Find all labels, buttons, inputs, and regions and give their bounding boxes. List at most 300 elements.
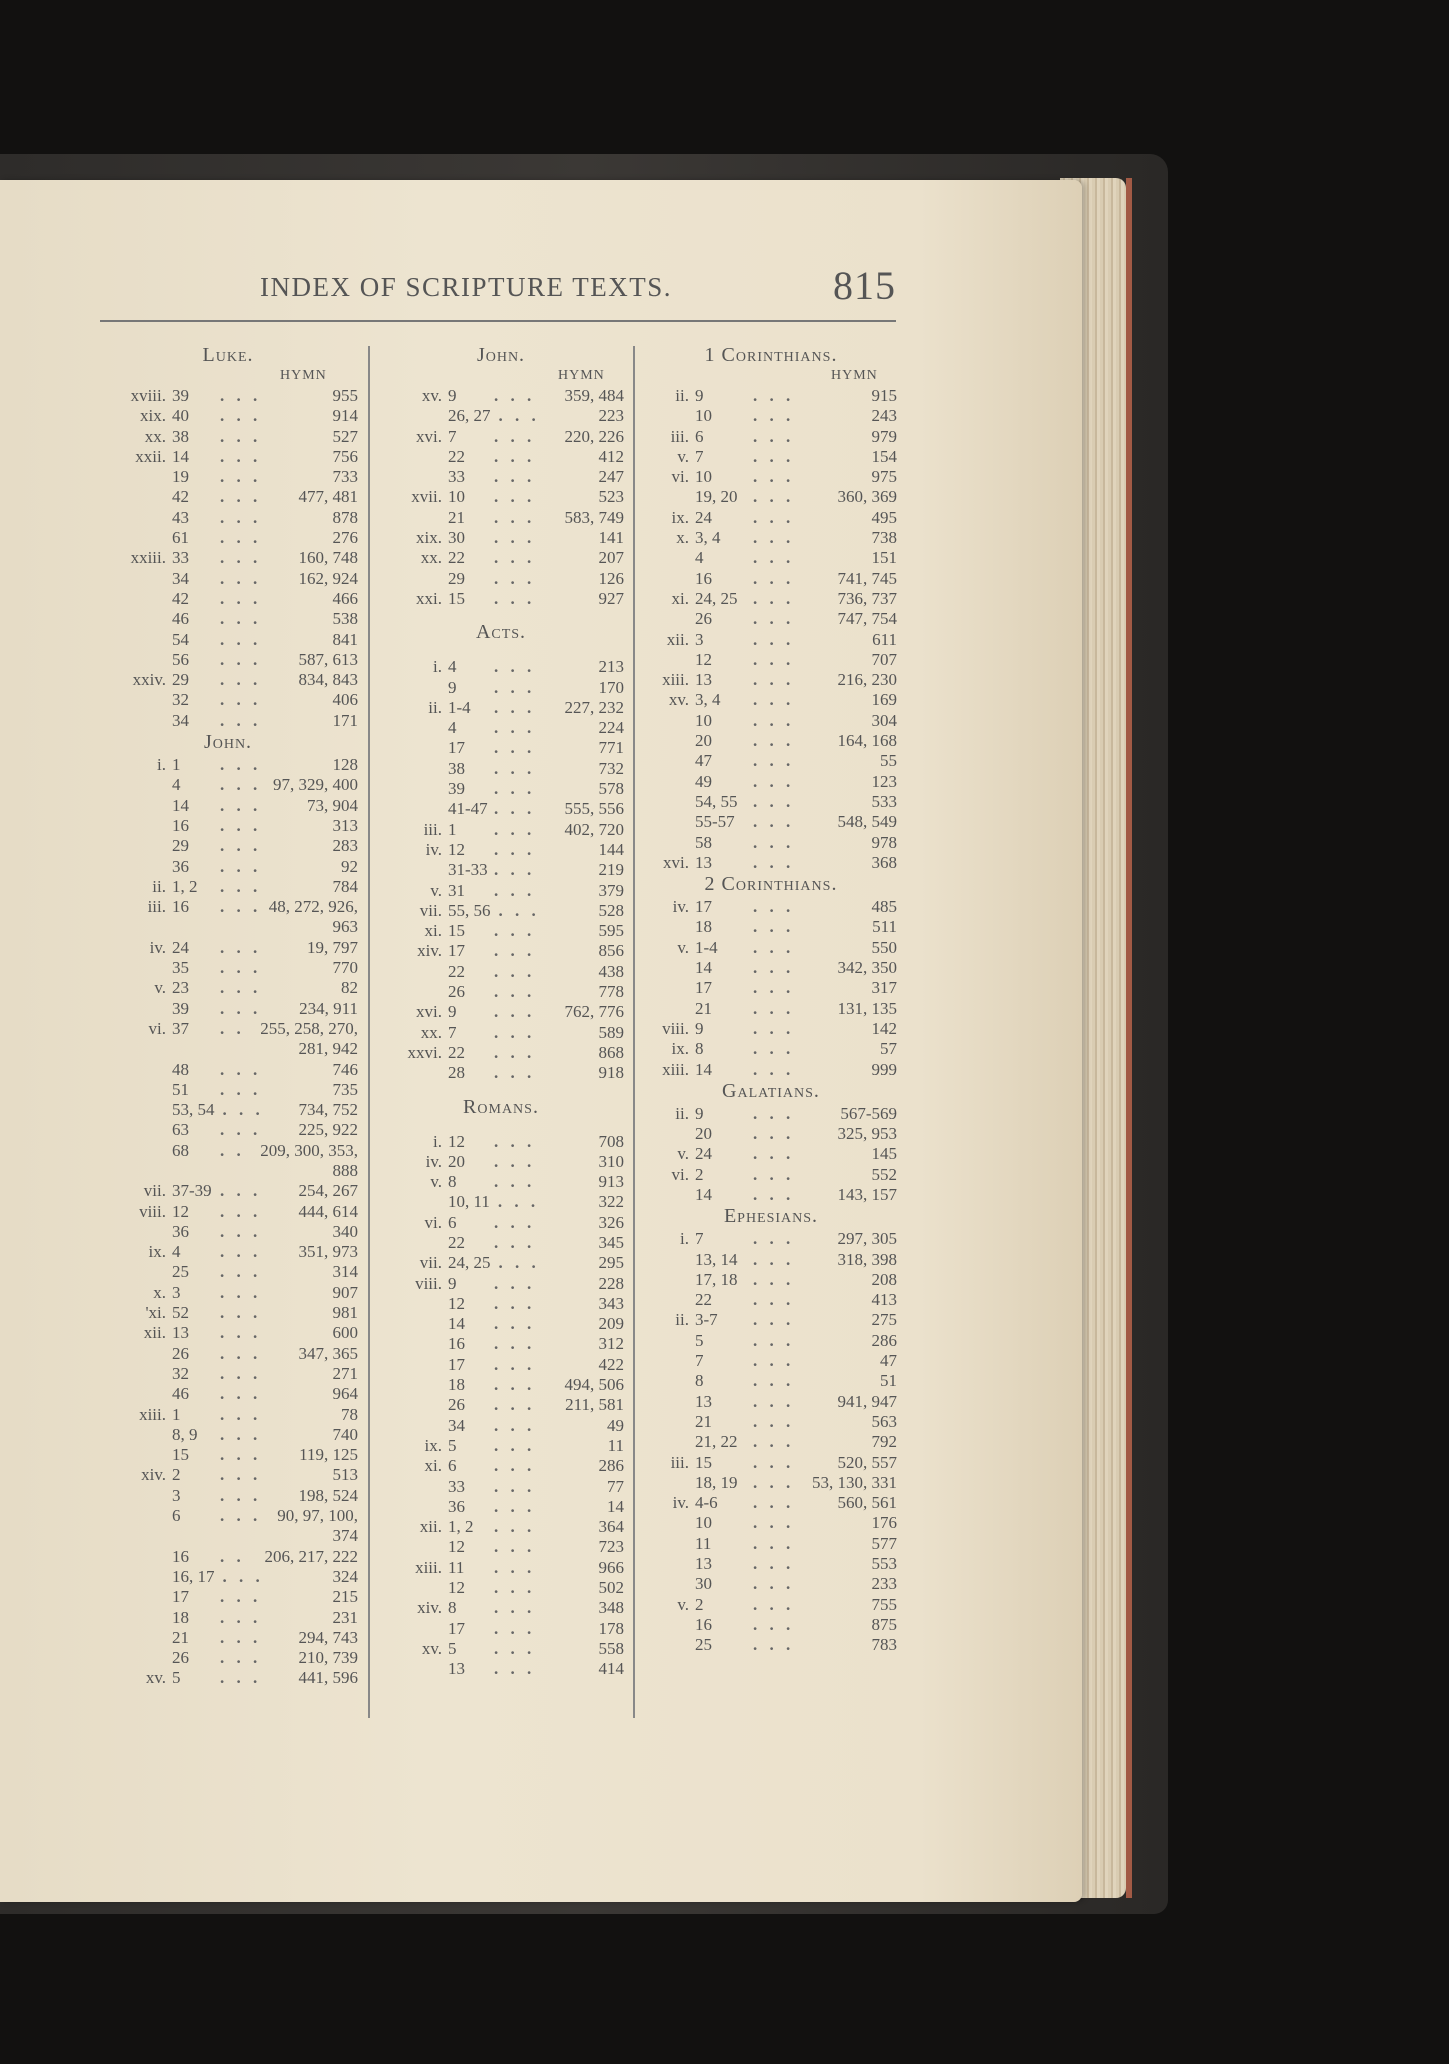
chapter-number: v. [154,978,166,998]
dot-leader: . . [220,1018,245,1038]
hymn-number: 224 [598,718,624,738]
dot-leader: . . . [220,1059,262,1079]
index-entry [378,941,624,961]
chapter-number: i. [433,1131,442,1151]
hymn-number: 841 [332,629,358,649]
section-heading: Luke. [202,344,254,366]
index-entry [645,1351,897,1371]
chapter-number: vii. [419,900,442,920]
hymn-number: 209, 300, 353, [260,1140,358,1160]
index-entry [98,1202,358,1222]
verse-number: 15 [172,1445,189,1465]
verse-number: 47 [695,751,712,771]
verse-number: 7 [695,1351,704,1371]
dot-leader: . . . [753,1103,795,1123]
chapter-number: xi. [424,1456,442,1476]
verse-number: 19 [172,467,189,487]
dot-leader: . . . [494,568,536,588]
verse-number: 3 [172,1282,181,1302]
index-entry [645,508,897,528]
verse-number: 17 [172,1587,189,1607]
index-entry [645,1574,897,1594]
verse-number: 36 [172,1221,189,1241]
hymn-number: 600 [332,1323,358,1343]
hymn-number: 741, 745 [837,568,897,588]
verse-number: 4 [172,1242,181,1262]
hymn-number: 128 [332,755,358,775]
chapter-number: iii. [670,426,689,446]
dot-leader: . . . [220,467,262,487]
verse-number: 39 [172,386,189,405]
dot-leader: . . . [220,386,262,405]
dot-leader: . . . [753,1330,795,1350]
dot-leader: . . . [753,1018,795,1038]
verse-number: 8 [448,1172,457,1192]
chapter-number: xv. [145,1668,166,1688]
dot-leader: . . . [220,1506,262,1526]
hymn-number: 359, 484 [564,386,624,405]
index-entry [378,718,624,738]
dot-leader: . . . [222,1566,264,1586]
dot-leader: . . . [498,1253,540,1273]
dot-leader: . . . [220,897,262,917]
dot-leader: . . . [220,856,262,876]
chapter-number: xii. [419,1517,442,1537]
verse-number: 14 [695,1059,712,1079]
verse-number: 51 [172,1079,189,1099]
verse-number: 26, 27 [448,406,491,426]
dot-leader: . . . [220,958,262,978]
hymn-number: 583, 749 [564,507,624,527]
verse-number: 25 [695,1635,712,1655]
hymn-number: 324 [332,1566,358,1586]
chapter-number: xi. [424,921,442,941]
index-entry [98,897,358,917]
index-entry [378,1537,624,1557]
chapter-number: xix. [140,406,166,426]
hymn-number: 286 [598,1456,624,1476]
hymn-number: 322 [598,1192,624,1212]
verse-number: 8 [448,1598,457,1618]
chapter-number: x. [153,1282,166,1302]
chapter-number: xiii. [415,1557,442,1577]
chapter-number: xiv. [417,1598,442,1618]
dot-leader: . . . [753,1184,795,1204]
index-entry [645,1039,897,1059]
dot-leader: . . . [753,1574,795,1594]
index-entry [98,569,358,589]
index-entry [98,487,358,507]
chapter-number: xxiv. [132,670,166,690]
dot-leader: . . . [753,812,795,832]
index-entry [98,1323,358,1343]
verse-number: 16 [448,1334,465,1354]
dot-leader: . . . [753,1554,795,1574]
index-entry [98,1587,358,1607]
dot-leader: . . . [494,1517,536,1537]
hymn-number: 144 [598,839,624,859]
index-entry [378,1253,624,1273]
index-entry [98,1262,358,1282]
chapter-number: viii. [415,1273,442,1293]
dot-leader: . . . [220,568,262,588]
chapter-number: xxi. [416,588,442,608]
index-entry [98,589,358,609]
hymn-number: 964 [332,1384,358,1404]
index-entry [645,1432,897,1452]
chapter-number: xxvi. [407,1042,442,1062]
index-entry [98,938,358,958]
verse-number: 13 [172,1323,189,1343]
dot-leader: . . . [494,921,536,941]
dot-leader: . . . [220,1120,262,1140]
verse-number: 26 [448,982,465,1002]
hymn-number: 402, 720 [564,819,624,839]
dot-leader: . . . [494,839,536,859]
index-entry [645,528,897,548]
hymn-number: 255, 258, 270, [260,1018,358,1038]
index-entry [378,487,624,507]
index-entry [98,1506,358,1526]
hymn-number: 90, 97, 100, [277,1506,358,1526]
verse-number: 2 [172,1465,181,1485]
index-entry [645,1310,897,1330]
index-entry [378,1274,624,1294]
dot-leader: . . . [220,1343,262,1363]
verse-number: 21 [172,1627,189,1647]
dot-leader: . . . [753,710,795,730]
dot-leader: . . . [494,718,536,738]
verse-number: 42 [172,588,189,608]
index-entry [378,1043,624,1063]
verse-number: 7 [448,1022,457,1042]
hymn-number: 141 [598,528,624,548]
verse-number: 26 [448,1395,465,1415]
dot-leader: . . . [220,1648,262,1668]
verse-number: 6 [448,1212,457,1232]
index-entry [645,792,897,812]
index-entry [98,1039,358,1059]
dot-leader: . . . [753,1493,795,1513]
index-entry [645,609,897,629]
dot-leader: . . . [494,467,536,487]
verse-number: 9 [448,1002,457,1022]
dot-leader: . . . [494,1537,536,1557]
index-entry [378,1002,624,1022]
hymn-number: 215 [332,1587,358,1607]
hymn-number: 119, 125 [299,1445,358,1465]
dot-leader: . . . [753,467,795,487]
verse-number: 39 [448,779,465,799]
hymn-number: 834, 843 [298,670,358,690]
verse-number: 4 [695,548,704,568]
dot-leader: . . . [753,1059,795,1079]
hymn-number: 340 [332,1221,358,1241]
hymn-number: 360, 369 [837,487,897,507]
chapter-number: ii. [675,1103,689,1123]
hymn-number: 999 [871,1059,897,1079]
index-entry [645,897,897,917]
verse-number: 1-4 [448,697,471,717]
verse-number: 1 [172,1404,181,1424]
dot-leader: . . . [494,1354,536,1374]
dot-leader: . . . [220,1242,262,1262]
index-entry [645,406,897,426]
verse-number: 61 [172,528,189,548]
verse-number: 10, 11 [448,1192,490,1212]
verse-number: 8 [695,1039,704,1059]
hymn-number: 207 [598,548,624,568]
dot-leader: . . . [220,1282,262,1302]
dot-leader: . . . [494,677,536,697]
index-entry [645,447,897,467]
index-entry [378,759,624,779]
verse-number: 21, 22 [695,1432,738,1452]
verse-number: 20 [695,731,712,751]
index-column-2 [378,344,624,1680]
index-entry [378,1233,624,1253]
verse-number: 18, 19 [695,1472,738,1492]
index-entry [98,1668,358,1688]
verse-number: 12 [172,1201,189,1221]
chapter-number: xxii. [135,446,166,466]
dot-leader: . . . [494,1598,536,1618]
verse-number: 4 [172,775,181,795]
dot-leader: . . . [753,487,795,507]
dot-leader: . . . [220,1262,262,1282]
hymn-number: 502 [598,1578,624,1598]
hymn-number: 441, 596 [298,1668,358,1688]
dot-leader: . . . [753,1290,795,1310]
index-entry [645,1513,897,1533]
dot-leader: . . . [753,426,795,446]
dot-leader: . . . [220,629,262,649]
index-entry [378,1355,624,1375]
index-entry [98,1364,358,1384]
verse-number: 15 [448,588,465,608]
index-entry [378,799,624,819]
dot-leader: . . . [220,1384,262,1404]
hymn-column-label: HYMN [831,368,878,383]
dot-leader: . . . [753,852,795,872]
hymn-number: 784 [332,876,358,896]
dot-leader: . . . [753,1614,795,1634]
chapter-number: 'xi. [145,1303,166,1323]
index-entry [98,1445,358,1465]
verse-number: 2 [695,1164,704,1184]
hymn-number: 538 [332,609,358,629]
hymn-number: 317 [871,978,897,998]
index-entry [98,775,358,795]
verse-number: 16 [172,897,189,917]
chapter-number: xiv. [417,941,442,961]
verse-number: 10 [695,406,712,426]
hymn-number: 271 [332,1363,358,1383]
index-entry [378,881,624,901]
verse-number: 33 [448,1476,465,1496]
verse-number: 68 [172,1140,189,1160]
hymn-number: 567-569 [840,1103,897,1123]
hymn-number: 312 [598,1334,624,1354]
chapter-number: x. [676,528,689,548]
dot-leader: . . . [753,978,795,998]
chapter-number: iv. [672,897,689,917]
chapter-number: iv. [149,937,166,957]
index-entry [645,569,897,589]
index-entry [378,1152,624,1172]
spacer [378,1120,624,1132]
chapter-number: xi. [671,588,689,608]
chapter-number: xvi. [416,1002,442,1022]
verse-number: 33 [448,467,465,487]
hymn-number: 176 [871,1513,897,1533]
dot-leader: . . . [494,446,536,466]
index-entry [378,528,624,548]
verse-number: 24 [695,1144,712,1164]
section-heading: Romans. [463,1095,539,1118]
verse-number: 56 [172,649,189,669]
index-entry [645,1104,897,1124]
hymn-number: 733 [332,467,358,487]
verse-number: 13 [448,1659,465,1679]
verse-number: 13, 14 [695,1249,738,1269]
index-entry [98,1222,358,1242]
dot-leader: . . . [494,1435,536,1455]
hymn-number: 82 [341,978,358,998]
chapter-number: v. [677,1594,689,1614]
index-entry [645,999,897,1019]
dot-leader: . . . [220,998,262,1018]
spacer [378,609,624,621]
chapter-number: vi. [671,1164,689,1184]
verse-number: 26 [172,1648,189,1668]
verse-number: 13 [695,852,712,872]
hymn-number: 494, 506 [564,1375,624,1395]
verse-number: 3, 4 [695,528,721,548]
verse-number: 16 [172,1546,189,1566]
index-entry [378,779,624,799]
verse-number: 22 [448,1042,465,1062]
hymn-number: 325, 953 [837,1124,897,1144]
chapter-number: iii. [147,897,166,917]
hymn-number: 963 [332,917,358,937]
index-entry [378,467,624,487]
index-entry [645,1635,897,1655]
index-entry [645,650,897,670]
index-entry [98,650,358,670]
spacer [378,1084,624,1096]
hymn-number: 771 [598,738,624,758]
index-entry [645,630,897,650]
index-entry [645,386,897,406]
verse-number: 24, 25 [695,588,738,608]
index-entry [378,1619,624,1639]
verse-number: 17 [695,897,712,917]
verse-number: 63 [172,1120,189,1140]
hymn-number: 746 [332,1059,358,1079]
verse-number: 8, 9 [172,1424,198,1444]
index-entry [98,796,358,816]
hymn-number: 220, 226 [564,426,624,446]
dot-leader: . . . [220,609,262,629]
section-heading: Ephesians. [723,1205,819,1228]
index-entry [645,1144,897,1164]
index-entry [378,1639,624,1659]
dot-leader: . . . [220,690,262,710]
hymn-number: 438 [598,961,624,981]
verse-number: 46 [172,1384,189,1404]
section-heading: John. [476,344,526,366]
hymn-number: 343 [598,1293,624,1313]
dot-leader: . . . [220,588,262,608]
chapter-number: ii. [428,697,442,717]
chapter-number: iii. [670,1452,689,1472]
hymn-number: 941, 947 [837,1391,897,1411]
hymn-number: 142 [871,1018,897,1038]
dot-leader: . . . [753,1472,795,1492]
verse-number: 22 [448,548,465,568]
dot-leader: . . . [494,1314,536,1334]
hymn-number: 374 [332,1526,358,1546]
hymn-number: 231 [332,1607,358,1627]
hymn-number: 778 [598,982,624,1002]
hymn-number: 206, 217, 222 [264,1546,358,1566]
verse-number: 26 [695,609,712,629]
chapter-number: xx. [420,548,442,568]
index-entry [98,508,358,528]
index-entry [378,1192,624,1212]
dot-leader: . . . [753,670,795,690]
chapter-number: xiii. [139,1404,166,1424]
hymn-number: 345 [598,1232,624,1252]
chapter-number: vi. [148,1018,166,1038]
hymn-number: 228 [598,1273,624,1293]
hymn-number: 223 [598,406,624,426]
index-entry [378,1395,624,1415]
verse-number: 12 [695,649,712,669]
dot-leader: . . . [220,775,262,795]
dot-leader: . . . [753,568,795,588]
section-heading: Galatians. [722,1079,820,1102]
dot-leader: . . . [220,649,262,669]
index-entry [98,1181,358,1201]
dot-leader: . . . [753,998,795,1018]
chapter-number: xviii. [130,386,166,405]
dot-leader: . . . [494,386,536,405]
index-entry [98,877,358,897]
dot-leader: . . . [220,1668,262,1688]
verse-number: 18 [695,917,712,937]
hymn-number: 310 [598,1151,624,1171]
hymn-number: 477, 481 [298,487,358,507]
index-entry [378,1578,624,1598]
hymn-number: 979 [871,426,897,446]
dot-leader: . . . [220,1607,262,1627]
index-entry [645,1493,897,1513]
index-entry [645,1473,897,1493]
hymn-number: 978 [871,832,897,852]
dot-leader: . . [220,1140,245,1160]
hymn-number: 555, 556 [564,799,624,819]
hymn-number: 162, 924 [298,568,358,588]
dot-leader: . . . [753,751,795,771]
hymn-number: 73, 904 [307,795,358,815]
index-entry [378,962,624,982]
verse-number: 54 [172,629,189,649]
dot-leader: . . . [220,426,262,446]
chapter-number: xiv. [141,1465,166,1485]
hymn-number: 878 [332,507,358,527]
